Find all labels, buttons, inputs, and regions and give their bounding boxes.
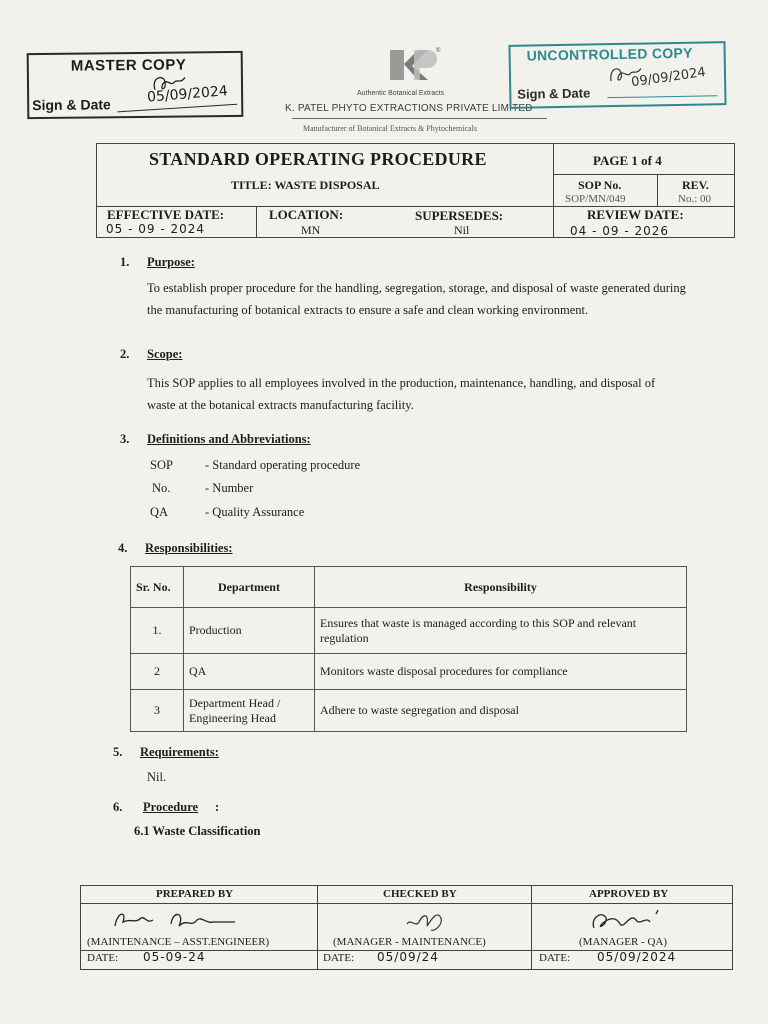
col-sr-no: Sr. No.	[131, 567, 184, 608]
row-responsibility: Monitors waste disposal procedures for compliance	[315, 654, 687, 690]
table-row	[131, 654, 687, 690]
approved-date-label: DATE:	[539, 952, 571, 964]
master-copy-label: MASTER COPY	[70, 56, 187, 75]
approved-by-label: APPROVED BY	[589, 888, 669, 900]
row-department: QA	[184, 654, 315, 690]
prepared-role: (MAINTENANCE – ASST.ENGINEER)	[87, 936, 270, 948]
kp-logo	[384, 44, 444, 86]
company-subtitle: Manufacturer of Botanical Extracts & Phytochemicals	[303, 124, 477, 133]
definition-abbr: No.	[152, 481, 171, 495]
prepared-date: 05-09-24	[143, 950, 206, 964]
uncontrolled-sign-label: Sign & Date	[517, 85, 591, 102]
subsection-6-1: 6.1 Waste Classification	[134, 824, 261, 838]
location-label: LOCATION:	[269, 207, 344, 222]
responsibilities-table	[130, 566, 687, 732]
section-4-number: 4.	[118, 541, 128, 555]
review-date-label: REVIEW DATE:	[587, 207, 684, 222]
sop-no-value: SOP/MN/049	[565, 193, 626, 205]
prepared-signature	[111, 904, 261, 934]
table-row	[131, 690, 687, 732]
col-department: Department	[184, 567, 315, 608]
review-date-value: 04 - 09 - 2026	[570, 224, 669, 238]
uncontrolled-copy-label: UNCONTROLLED COPY	[526, 44, 693, 64]
signoff-table	[80, 885, 733, 970]
page-indicator: PAGE 1 of 4	[593, 153, 662, 168]
company-name: K. PATEL PHYTO EXTRACTIONS PRIVATE LIMITED	[285, 103, 533, 114]
section-2-text: This SOP applies to all employees involved in the production, maintenance, handling, and disposal of waste at the botanical extracts manufacturing facility.	[147, 376, 656, 412]
section-5-heading: Requirements:	[140, 745, 219, 759]
section-5-number: 5.	[113, 745, 123, 759]
section-1-heading: Purpose:	[147, 255, 195, 269]
section-2-number: 2.	[120, 347, 130, 361]
section-2-heading: Scope:	[147, 347, 183, 361]
definition-text: - Quality Assurance	[205, 505, 305, 519]
section-6-number: 6.	[113, 800, 123, 814]
section-6-heading: Procedure	[143, 800, 199, 814]
row-sr: 1.	[131, 608, 184, 654]
rev-value: No.: 00	[678, 193, 711, 205]
row-responsibility: Ensures that waste is managed according to this SOP and relevant regulation	[315, 608, 687, 654]
document-type: STANDARD OPERATING PROCEDURE	[149, 149, 487, 169]
checked-by-label: CHECKED BY	[383, 888, 457, 900]
checked-date-label: DATE:	[323, 952, 355, 964]
row-sr: 3	[131, 690, 184, 732]
row-department: Production	[184, 608, 315, 654]
section-1-number: 1.	[120, 255, 130, 269]
section-6-colon: :	[215, 800, 220, 814]
uncontrolled-stamp-date: 09/09/2024	[630, 64, 707, 91]
section-3-number: 3.	[120, 432, 130, 446]
checked-date: 05/09/24	[377, 950, 439, 964]
prepared-by-label: PREPARED BY	[156, 888, 234, 900]
checked-signature	[401, 904, 461, 936]
uncontrolled-copy-stamp	[508, 41, 726, 109]
sop-header-table	[96, 143, 735, 238]
supersedes-label: SUPERSEDES:	[415, 208, 504, 223]
checked-role: (MANAGER - MAINTENANCE)	[333, 936, 486, 948]
table-row	[131, 608, 687, 654]
definition-text: - Number	[205, 481, 254, 495]
svg-text:®: ®	[436, 48, 441, 54]
supersedes-value: Nil	[454, 223, 470, 237]
master-sign-label: Sign & Date	[32, 96, 111, 114]
section-5-text: Nil.	[147, 770, 167, 784]
col-responsibility: Responsibility	[315, 567, 687, 608]
definition-text: - Standard operating procedure	[205, 458, 361, 472]
row-responsibility: Adhere to waste segregation and disposal	[315, 690, 687, 732]
prepared-date-label: DATE:	[87, 952, 119, 964]
row-sr: 2	[131, 654, 184, 690]
master-copy-stamp	[27, 51, 244, 119]
approved-date: 05/09/2024	[597, 950, 677, 964]
sop-no-label: SOP No.	[578, 178, 622, 192]
section-1-text: To establish proper procedure for the handling, segregation, storage, and disposal of waste generated during the manufacturing of botanical extracts to ensure a safe and clean working environment.	[147, 281, 686, 317]
definition-abbr: SOP	[150, 458, 173, 472]
row-department: Department Head / Engineering Head	[184, 690, 315, 732]
effective-date-label: EFFECTIVE DATE:	[107, 207, 225, 222]
approved-role: (MANAGER - QA)	[579, 936, 667, 948]
definition-abbr: QA	[150, 505, 169, 519]
section-4-heading: Responsibilities:	[145, 541, 233, 555]
effective-date-value: 05 - 09 - 2024	[106, 222, 205, 236]
company-tagline: Authentic Botanical Extracts	[357, 90, 445, 97]
document-title: TITLE: WASTE DISPOSAL	[231, 178, 380, 192]
rev-label: REV.	[682, 178, 709, 192]
master-stamp-date: 05/09/2024	[146, 83, 229, 106]
section-3-heading: Definitions and Abbreviations:	[147, 432, 311, 446]
approved-signature	[586, 906, 676, 936]
location-value: MN	[301, 223, 321, 237]
table-header-row	[131, 567, 687, 608]
